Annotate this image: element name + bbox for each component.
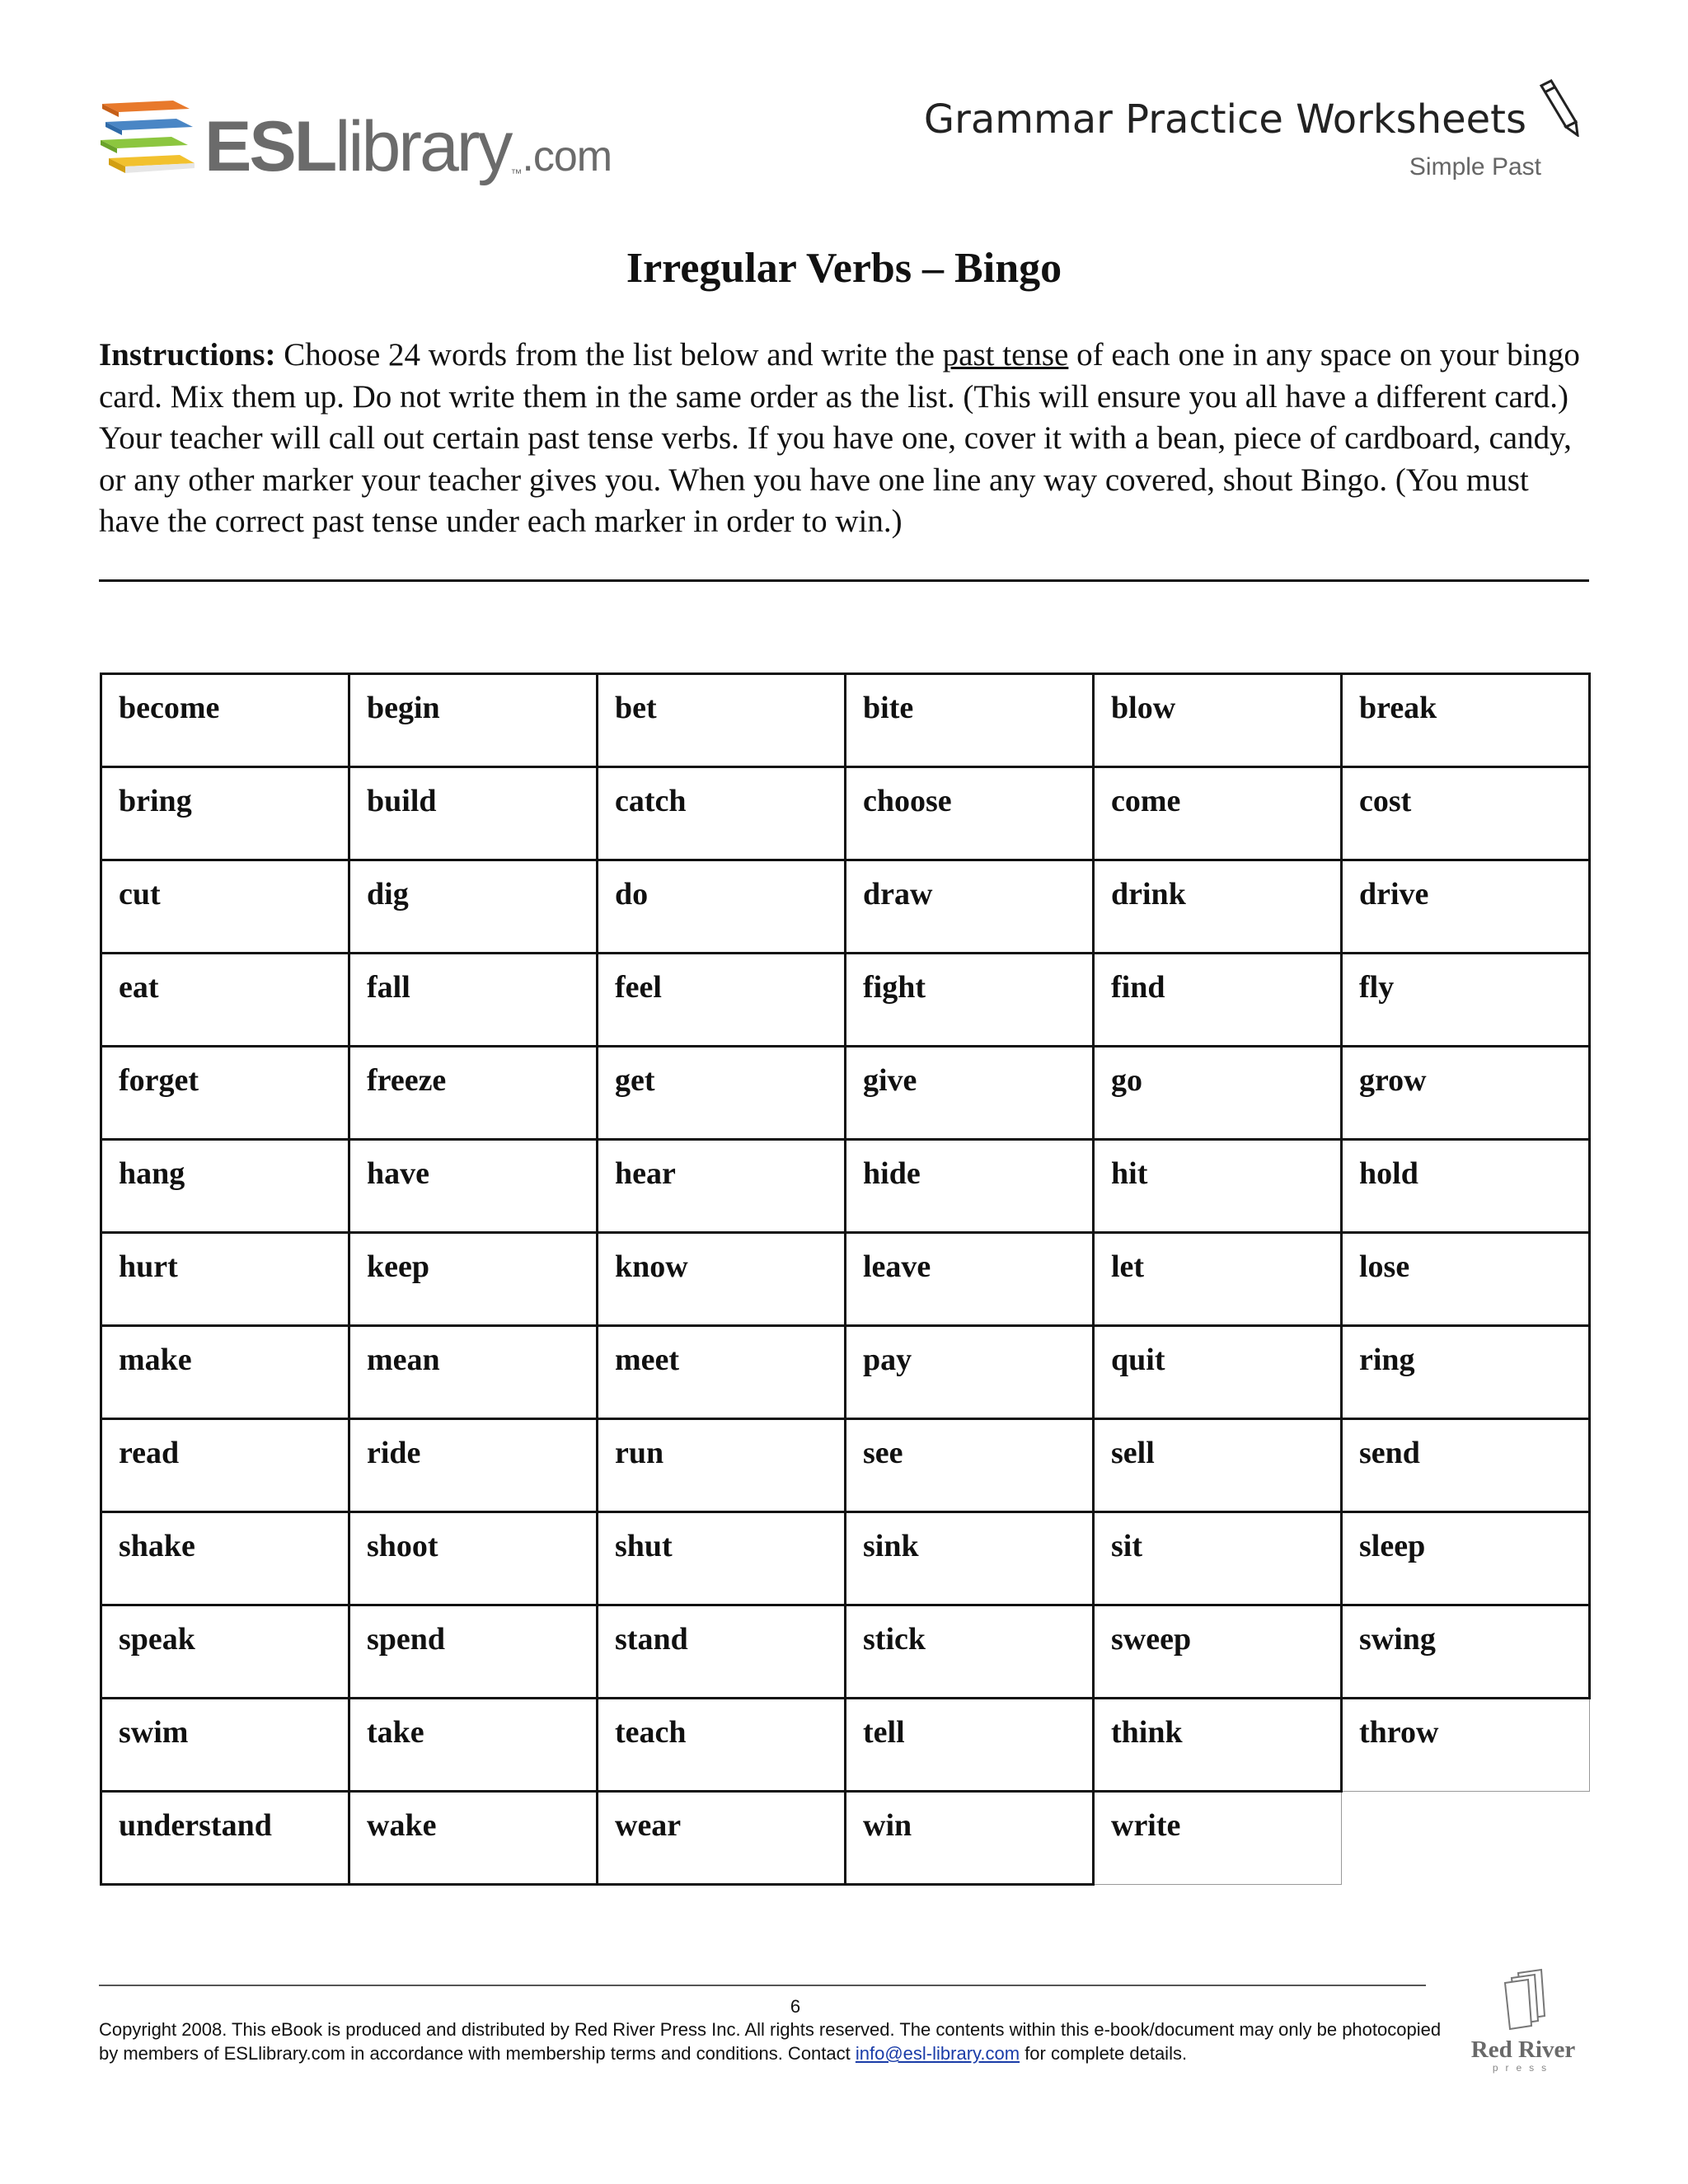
verb-label: choose (863, 784, 952, 818)
verb-cell (349, 1047, 598, 1140)
verb-cell (598, 1419, 846, 1512)
verb-label: leave (863, 1249, 931, 1284)
verb-cell (846, 1699, 1094, 1792)
verb-label: stick (863, 1622, 926, 1657)
verb-label: see (863, 1436, 903, 1470)
esl-library-logo (97, 97, 612, 196)
table-row (101, 1047, 1590, 1140)
verb-cell (1342, 1140, 1590, 1233)
verb-cell (101, 1699, 349, 1792)
table-row (101, 1233, 1590, 1326)
verb-cell (598, 674, 846, 767)
verb-label: dig (367, 877, 409, 912)
verb-label: find (1111, 970, 1165, 1005)
verb-cell (598, 1699, 846, 1792)
red-river-press-logo: Red River press (1465, 1968, 1581, 2075)
verb-label: quit (1111, 1343, 1165, 1377)
verb-label: bring (119, 784, 192, 818)
verb-label: fly (1359, 970, 1395, 1005)
verb-label: become (119, 691, 220, 725)
verb-cell (349, 674, 598, 767)
book-stack-icon (1490, 1968, 1556, 2031)
verb-label: stand (615, 1622, 688, 1657)
verb-label: fight (863, 970, 926, 1005)
verb-label: hurt (119, 1249, 178, 1284)
verb-cell (1342, 674, 1590, 767)
verb-cell (846, 674, 1094, 767)
verb-label: wake (367, 1808, 437, 1843)
verb-cell (349, 1419, 598, 1512)
contact-email-link[interactable]: info@esl-library.com (855, 2043, 1020, 2064)
verb-cell (598, 1512, 846, 1605)
verb-cell (349, 1699, 598, 1792)
page-number: 6 (790, 1996, 801, 2017)
verb-cell (1094, 1419, 1342, 1512)
verb-cell (846, 1512, 1094, 1605)
verb-cell (598, 767, 846, 860)
verb-label: ride (367, 1436, 421, 1470)
verb-cell (598, 1326, 846, 1419)
verb-label: swim (119, 1715, 189, 1750)
verb-label: cost (1359, 784, 1412, 818)
verb-label: hold (1359, 1156, 1418, 1191)
verb-cell (349, 1326, 598, 1419)
verb-cell (349, 954, 598, 1047)
verb-cell (1342, 1233, 1590, 1326)
series-header (924, 91, 1582, 181)
verb-label: tell (863, 1715, 905, 1750)
verb-cell (349, 1140, 598, 1233)
series-subtitle: Simple Past (1409, 153, 1541, 180)
verb-cell (598, 1605, 846, 1699)
verb-label: take (367, 1715, 424, 1750)
verb-label: bite (863, 691, 914, 725)
verb-cell (101, 1605, 349, 1699)
verb-label: begin (367, 691, 440, 725)
series-title: Grammar Practice Worksheets (924, 91, 1582, 148)
verb-cell (349, 1605, 598, 1699)
verb-cell (101, 1326, 349, 1419)
verb-cell (598, 954, 846, 1047)
verb-cell (1342, 767, 1590, 860)
verb-label: ring (1359, 1343, 1415, 1377)
verb-cell (846, 954, 1094, 1047)
verb-label: hang (119, 1156, 185, 1191)
verb-cell (349, 1792, 598, 1885)
verb-cell (846, 860, 1094, 954)
verb-label: hide (863, 1156, 921, 1191)
page-title: Irregular Verbs – Bingo (626, 245, 1062, 292)
verb-label: think (1111, 1715, 1183, 1750)
table-row (101, 954, 1590, 1047)
verb-cell (101, 674, 349, 767)
verb-label: shut (615, 1529, 673, 1563)
verb-label: sink (863, 1529, 919, 1563)
verb-label: sweep (1111, 1622, 1192, 1657)
verb-label: do (615, 877, 649, 912)
verb-cell (1094, 767, 1342, 860)
verb-label: hear (615, 1156, 676, 1191)
table-row (101, 1605, 1590, 1699)
verb-cell (1094, 1605, 1342, 1699)
table-row (101, 1140, 1590, 1233)
verb-cell (349, 767, 598, 860)
verb-cell (1342, 1699, 1590, 1792)
verb-cell (1094, 1699, 1342, 1792)
verb-label (1358, 1792, 1573, 1807)
verb-cell (1094, 860, 1342, 954)
verb-cell (598, 1233, 846, 1326)
verb-cell (1094, 1326, 1342, 1419)
verb-cell (846, 1233, 1094, 1326)
verb-label: bet (615, 691, 657, 725)
verb-cell (598, 1140, 846, 1233)
table-row (101, 1792, 1590, 1885)
verb-table (100, 673, 1591, 1886)
verb-label: sleep (1359, 1529, 1426, 1563)
table-row (101, 1419, 1590, 1512)
verb-label: teach (615, 1715, 687, 1750)
verb-cell (846, 1326, 1094, 1419)
verb-label: wear (615, 1808, 682, 1843)
verb-cell (1342, 1326, 1590, 1419)
verb-cell (1342, 1512, 1590, 1605)
verb-label: drink (1111, 877, 1186, 912)
verb-label: drive (1359, 877, 1429, 912)
instructions-label: Instructions: (99, 337, 276, 373)
instructions: Instructions: Choose 24 words from the list below and write the past tense of each one in any space on your bingo card. Mix them up. Do not write them in the same order as the list. (This will ensure you all have a different card.) Your teacher will call out certain past tense verbs. If you have one, cover it with a bean, piece of cardboard, candy, or any other marker your teacher gives you. When you have one line any way covered, shout Bingo. (You must have the correct past tense under each marker in order to win.) (99, 337, 1580, 539)
pencil-icon (1533, 79, 1582, 137)
verb-label: give (863, 1063, 917, 1098)
verb-cell (349, 1512, 598, 1605)
verb-label: have (367, 1156, 429, 1191)
verb-label: meet (615, 1343, 680, 1377)
verb-label: run (615, 1436, 664, 1470)
verb-cell (1094, 1512, 1342, 1605)
verb-cell (349, 1233, 598, 1326)
verb-cell (101, 860, 349, 954)
books-logo-icon (97, 97, 195, 188)
verb-label: lose (1359, 1249, 1410, 1284)
table-row (101, 1326, 1590, 1419)
verb-label: shake (119, 1529, 195, 1563)
verb-label: shoot (367, 1529, 438, 1563)
verb-cell (101, 767, 349, 860)
verb-label: win (863, 1808, 912, 1843)
verb-cell (1342, 954, 1590, 1047)
verb-label: mean (367, 1343, 440, 1377)
verb-label: come (1111, 784, 1181, 818)
verb-cell (846, 1792, 1094, 1885)
logo-wordmark: ESLlibrary™.com (204, 107, 612, 186)
table-row (101, 674, 1590, 767)
verb-cell (1342, 860, 1590, 954)
verb-label: read (119, 1436, 180, 1470)
verb-label: catch (615, 784, 687, 818)
verb-label: eat (119, 970, 159, 1005)
verb-label: fall (367, 970, 410, 1005)
verb-cell (1094, 1792, 1342, 1885)
verb-label: feel (615, 970, 662, 1005)
verb-label: keep (367, 1249, 429, 1284)
verb-cell (1342, 1792, 1590, 1885)
verb-cell (349, 860, 598, 954)
verb-cell (846, 1605, 1094, 1699)
verb-cell (101, 1792, 349, 1885)
footer-divider (99, 1985, 1426, 1986)
verb-label: make (119, 1343, 192, 1377)
verb-cell (846, 1047, 1094, 1140)
verb-label: sit (1111, 1529, 1142, 1563)
table-row (101, 767, 1590, 860)
copyright-text: Copyright 2008. This eBook is produced and distributed by Red River Press Inc. All rights reserved. The contents within this e-book/document may only be photocopied by members of ESLlibrary.com in accordance with membership terms and conditions. Contact info@esl-library.com for complete details. (99, 2019, 1442, 2064)
verb-cell (846, 1419, 1094, 1512)
verb-label: forget (119, 1063, 199, 1098)
verb-label: break (1359, 691, 1437, 725)
verb-cell (1094, 1047, 1342, 1140)
verb-label: freeze (367, 1063, 447, 1098)
verb-label: get (615, 1063, 655, 1098)
verb-label: send (1359, 1436, 1420, 1470)
verb-label: grow (1359, 1063, 1427, 1098)
verb-cell (101, 954, 349, 1047)
verb-cell (1342, 1047, 1590, 1140)
verb-cell (598, 860, 846, 954)
verb-label: go (1111, 1063, 1142, 1098)
table-row (101, 1699, 1590, 1792)
verb-label: build (367, 784, 437, 818)
verb-label: cut (119, 877, 161, 912)
verb-cell (846, 767, 1094, 860)
verb-label: write (1111, 1808, 1181, 1843)
verb-cell (846, 1140, 1094, 1233)
verb-cell (1094, 674, 1342, 767)
verb-label: swing (1359, 1622, 1436, 1657)
verb-cell (101, 1047, 349, 1140)
verb-label: pay (863, 1343, 912, 1377)
verb-cell (101, 1140, 349, 1233)
verb-cell (1094, 1140, 1342, 1233)
verb-cell (1094, 1233, 1342, 1326)
verb-cell (598, 1792, 846, 1885)
verb-cell (101, 1233, 349, 1326)
verb-cell (1342, 1419, 1590, 1512)
verb-cell (101, 1512, 349, 1605)
verb-label: hit (1111, 1156, 1148, 1191)
table-row (101, 1512, 1590, 1605)
verb-label: blow (1111, 691, 1176, 725)
verb-label: draw (863, 877, 933, 912)
verb-label: know (615, 1249, 688, 1284)
divider (99, 579, 1589, 582)
verb-label: speak (119, 1622, 195, 1657)
verb-label: spend (367, 1622, 446, 1657)
verb-label: understand (119, 1808, 272, 1843)
verb-cell (101, 1419, 349, 1512)
verb-label: let (1111, 1249, 1145, 1284)
verb-cell (1342, 1605, 1590, 1699)
verb-cell (1094, 954, 1342, 1047)
verb-label: sell (1111, 1436, 1155, 1470)
verb-label: throw (1359, 1715, 1439, 1750)
table-row (101, 860, 1590, 954)
verb-cell (598, 1047, 846, 1140)
